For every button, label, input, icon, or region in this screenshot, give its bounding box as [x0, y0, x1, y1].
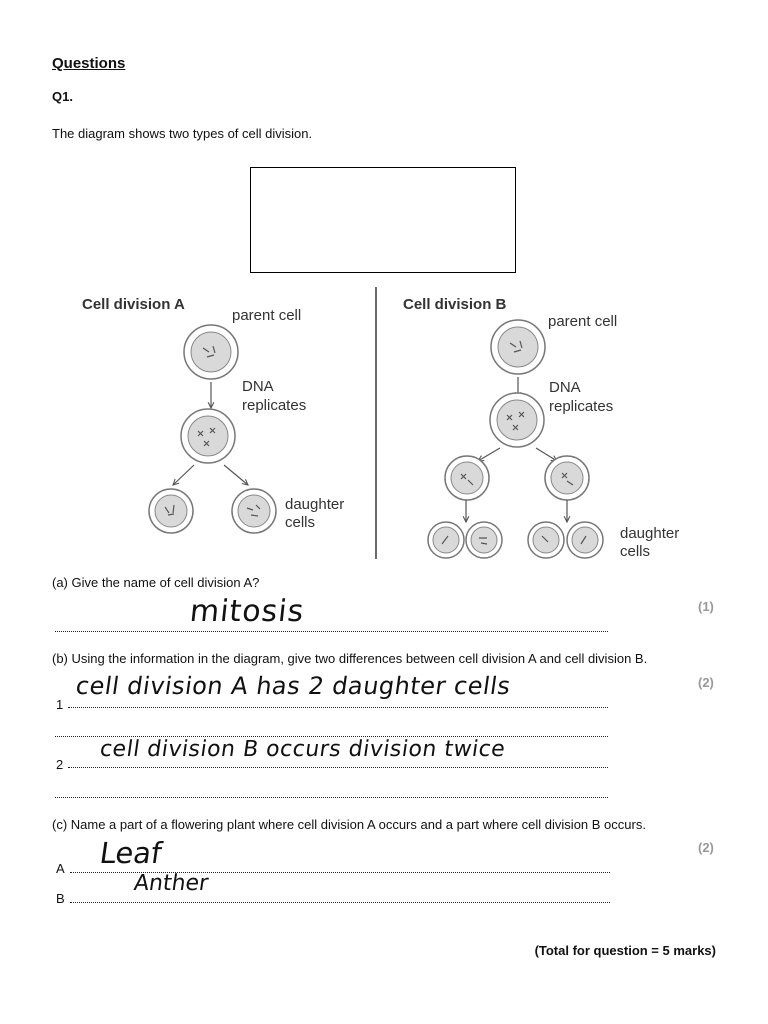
question-intro: The diagram shows two types of cell division.	[52, 126, 313, 141]
arrow-a-2	[173, 465, 194, 485]
label-parent-cell-a: parent cell	[232, 307, 302, 324]
question-c-text: (c) Name a part of a flowering plant where cell division A occurs and a part where cell division B occurs.	[52, 817, 646, 832]
label-replicates-a: replicates	[242, 397, 307, 414]
answer-b-label-2: 2	[56, 757, 64, 772]
label-cells-a: cells	[285, 514, 316, 531]
handwritten-answer-b-2: cell division B occurs division twice	[98, 737, 508, 762]
label-daughter-a: daughter	[285, 496, 345, 513]
daughter-cell-a-1	[149, 489, 193, 533]
arrow-a-3	[224, 465, 248, 485]
answer-b-label-1: 1	[56, 697, 64, 712]
answer-line-b-1[interactable]	[68, 707, 608, 708]
label-dna-b: DNA	[549, 379, 581, 396]
label-replicates-b: replicates	[549, 398, 614, 415]
label-daughter-b: daughter	[620, 525, 680, 542]
label-parent-cell-b: parent cell	[548, 313, 618, 330]
question-b-text: (b) Using the information in the diagram, give two differences between cell division A and cell division B.	[52, 651, 648, 666]
label-cells-b: cells	[620, 543, 651, 560]
label-dna-a: DNA	[242, 378, 274, 395]
marks-a: (1)	[698, 599, 714, 614]
parent-cell-b	[491, 320, 545, 374]
handwritten-answer-c-b: Anther	[132, 871, 210, 896]
title-cell-division-a: Cell division A	[82, 296, 185, 313]
daughter-cell-a-2	[232, 489, 276, 533]
answer-line-c-b[interactable]	[70, 902, 610, 903]
title-cell-division-b: Cell division B	[403, 296, 507, 313]
handwritten-answer-a: mitosis	[188, 594, 307, 629]
marks-c: (2)	[698, 840, 714, 855]
replicated-cell-a	[181, 409, 235, 463]
marks-b: (2)	[698, 675, 714, 690]
intermediate-cell-b-2	[545, 456, 589, 500]
question-a-text: (a) Give the name of cell division A?	[52, 575, 260, 590]
answer-c-label-a: A	[56, 861, 65, 876]
cell-division-diagram	[70, 284, 730, 564]
total-marks: (Total for question = 5 marks)	[534, 943, 716, 958]
blank-answer-box	[250, 167, 516, 273]
replicated-cell-b	[490, 393, 544, 447]
answer-line-b-2-cont[interactable]	[55, 797, 608, 798]
daughter-cell-b-1	[428, 522, 464, 558]
question-number: Q1.	[52, 89, 73, 104]
arrow-b-2	[478, 448, 500, 461]
daughter-cell-b-4	[567, 522, 603, 558]
parent-cell-a	[184, 325, 238, 379]
handwritten-answer-c-a: Leaf	[97, 836, 164, 870]
section-heading: Questions	[52, 55, 126, 72]
daughter-cell-b-2	[466, 522, 502, 558]
answer-line-a[interactable]	[55, 631, 608, 632]
handwritten-answer-b-1: cell division A has 2 daughter cells	[74, 672, 513, 700]
arrow-b-3	[536, 448, 557, 461]
intermediate-cell-b-1	[445, 456, 489, 500]
answer-c-label-b: B	[56, 891, 65, 906]
answer-line-b-2[interactable]	[68, 767, 608, 768]
daughter-cell-b-3	[528, 522, 564, 558]
